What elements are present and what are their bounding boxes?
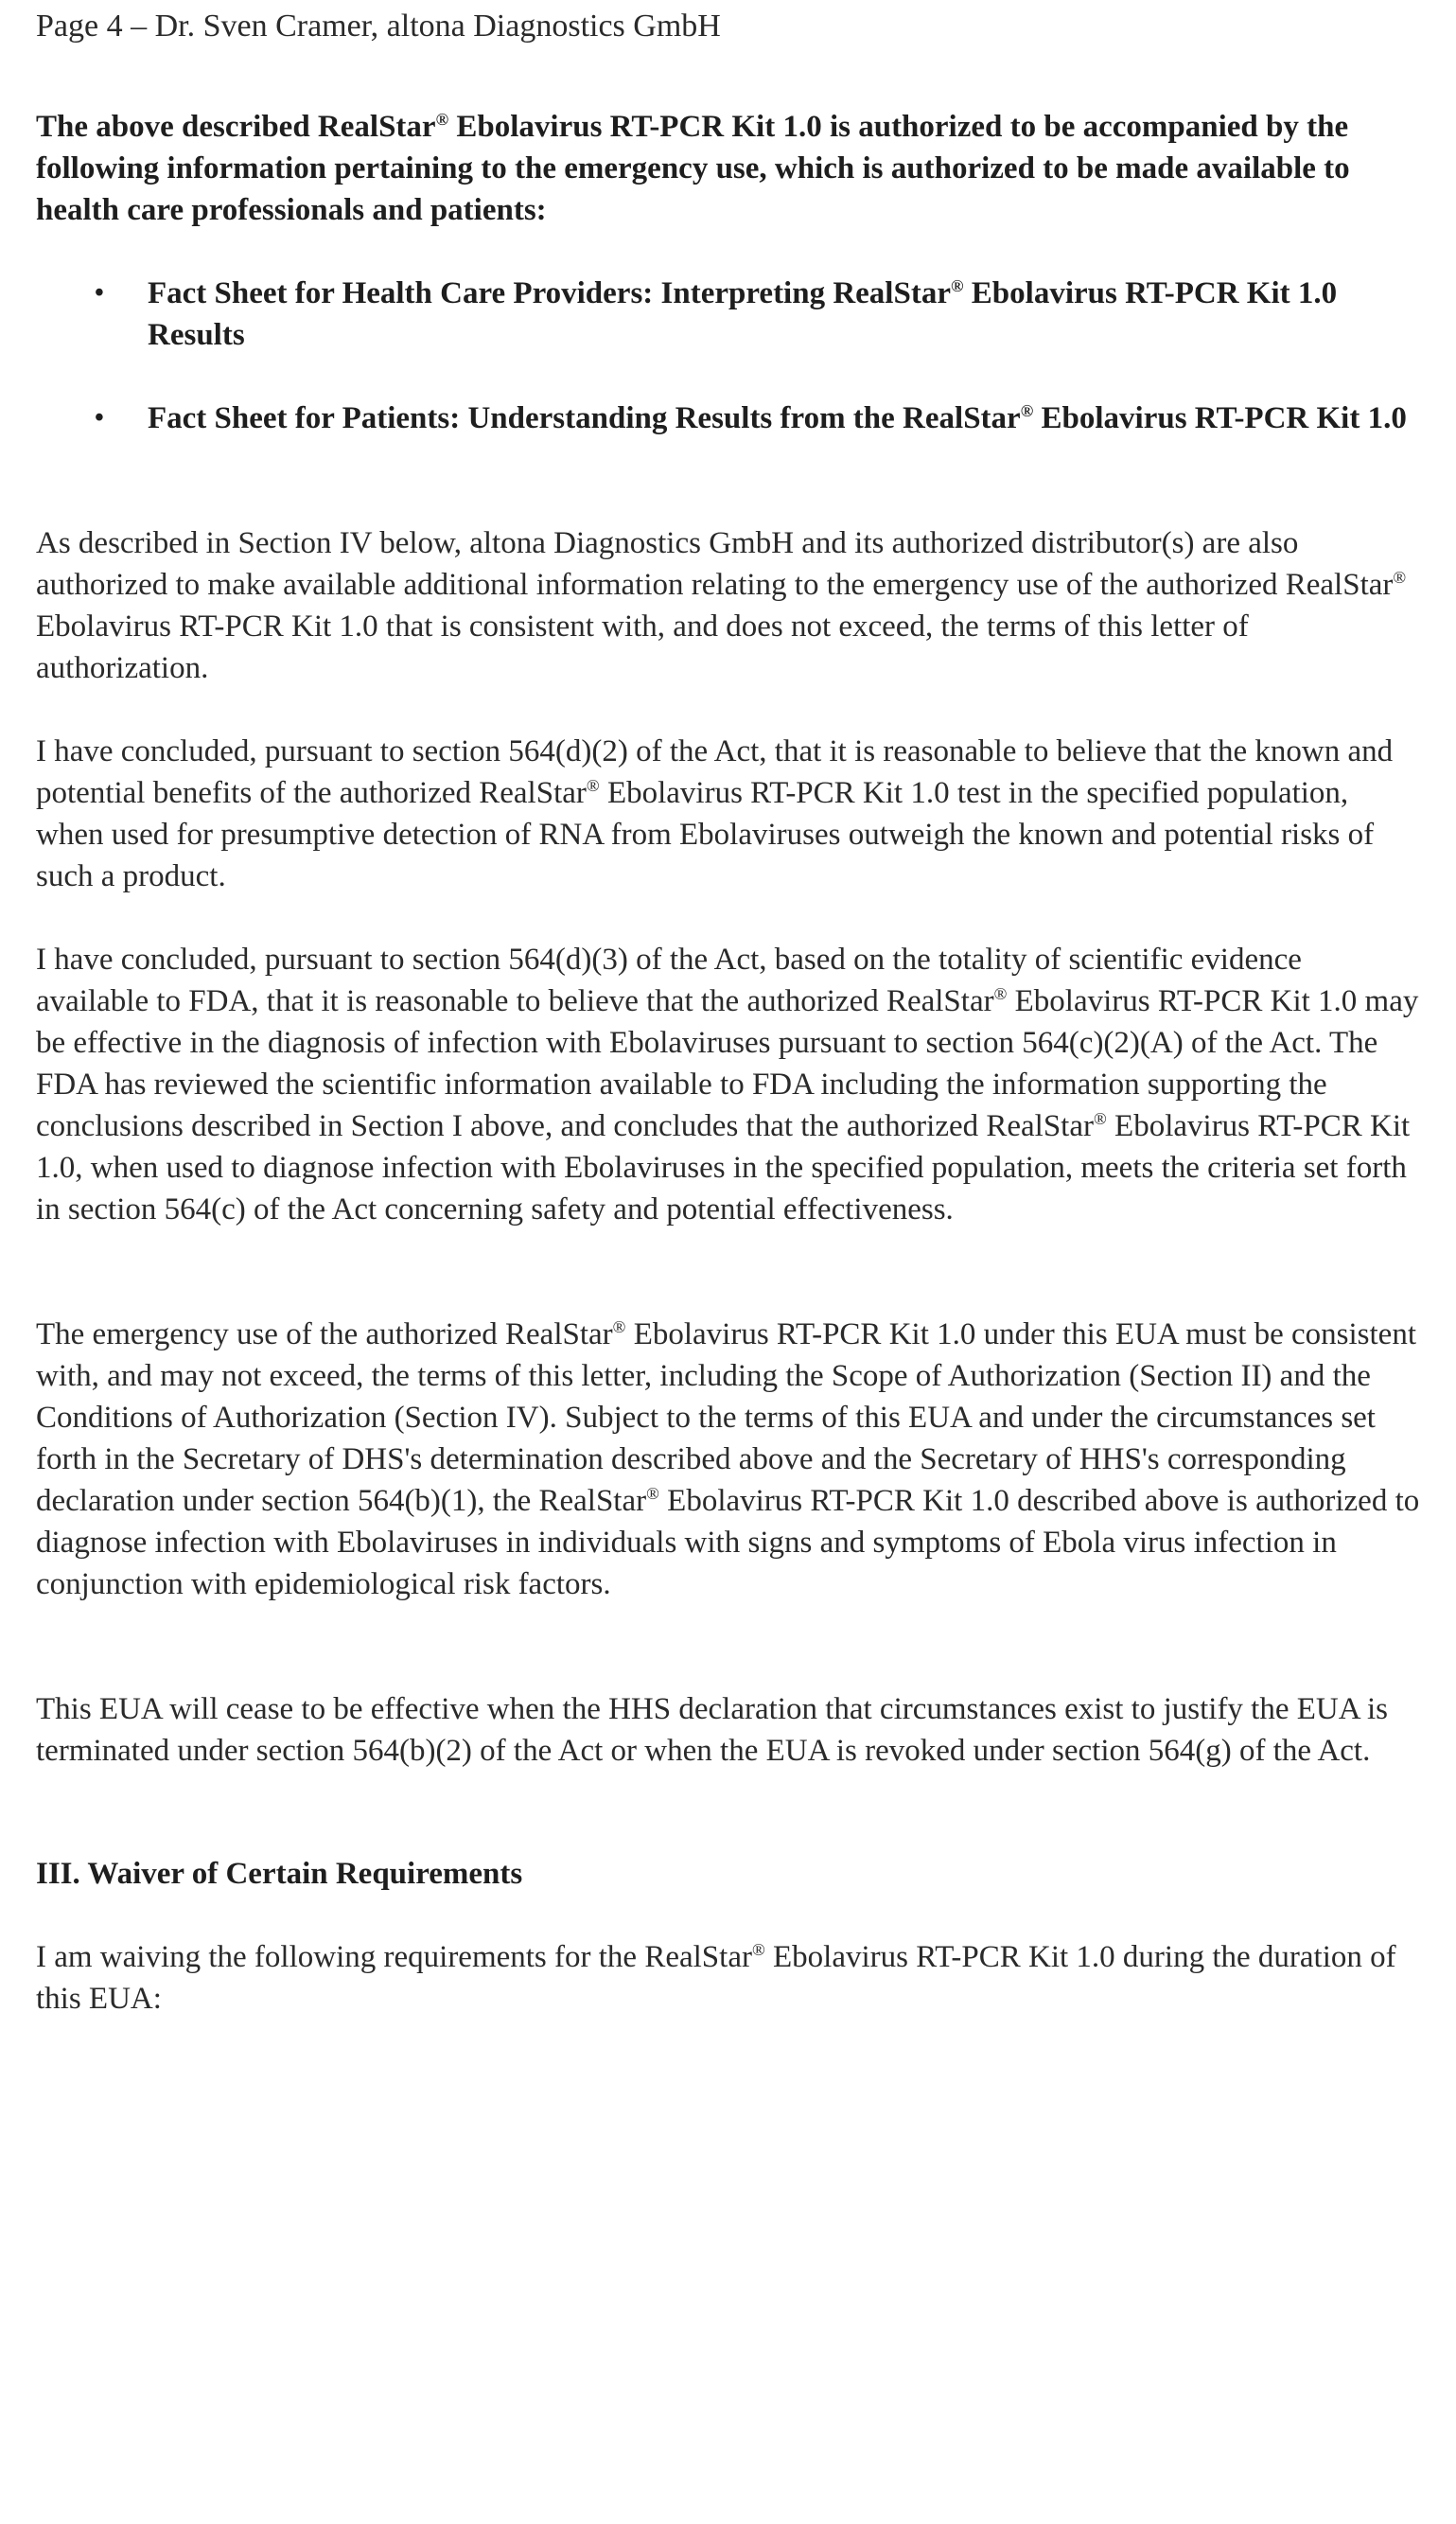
bullet-marker: • [95,278,104,308]
section-heading: III. Waiver of Certain Requirements [36,1857,523,1891]
bullet-marker: • [95,403,104,432]
paragraph-termination: This EUA will cease to be effective when the HHS declaration that circumstances exist to justify the EUA is terminated under section 564(b)(2) of the Act or when the EUA is revoked under section 564(g) of the Act. [36,1692,1389,1768]
list-item [95,273,1429,356]
paragraph-benefits: I have concluded, pursuant to section 564(d)(2) of the Act, that it is reasonable to believe that the known and potential benefits of the authorized RealStar® Ebolavirus RT-PCR Kit 1.0 test in the specified population, when used for presumptive detection of RNA from Ebolaviruses outweigh the known and potential risks of such a product. [36,734,1394,893]
paragraph-waiver: I am waiving the following requirements for the RealStar® Ebolavirus RT-PCR Kit 1.0 during the duration of this EUA: [36,1940,1396,2016]
paragraph-emergency-use: The emergency use of the authorized RealStar® Ebolavirus RT-PCR Kit 1.0 under this EUA must be consistent with, and may not exceed, the terms of this letter, including the Scope of Authorization (Section II) and the Conditions of Authorization (Section IV). Subject to the terms of this EUA and under the circumstances set forth in the Secretary of DHS's determination described above and the Secretary of HHS's corresponding declaration under section 564(b)(1), the RealStar® Ebolavirus RT-PCR Kit 1.0 described above is authorized to diagnose infection with Ebolaviruses in individuals with signs and symptoms of Ebola virus infection in conjunction with epidemiological risk factors. [36,1317,1420,1601]
fact-sheet-providers: Fact Sheet for Health Care Providers: Interpreting RealStar® Ebolavirus RT-PCR Kit 1.0 Results [148,276,1338,352]
list-item [95,397,1429,481]
intro-paragraph: The above described RealStar® Ebolavirus RT-PCR Kit 1.0 is authorized to be accompanied by the following information pertaining to the emergency use, which is authorized to be made available to health care professionals and patients: [36,110,1350,227]
page-header: Page 4 – Dr. Sven Cramer, altona Diagnostics GmbH [36,9,721,44]
paragraph-section-iv: As described in Section IV below, altona Diagnostics GmbH and its authorized distributor(s) are also authorized to make available additional information relating to the emergency use of the authorized RealStar® Ebolavirus RT-PCR Kit 1.0 that is consistent with, and does not exceed, the terms of this letter of authorization. [36,526,1407,685]
paragraph-effectiveness: I have concluded, pursuant to section 564(d)(3) of the Act, based on the totality of scientific evidence available to FDA, that it is reasonable to believe that the authorized RealStar® Ebolavirus RT-PCR Kit 1.0 may be effective in the diagnosis of infection with Ebolaviruses pursuant to section 564(c)(2)(A) of the Act. The FDA has reviewed the scientific information available to FDA including the information supporting the conclusions described in Section I above, and concludes that the authorized RealStar® Ebolavirus RT-PCR Kit 1.0, when used to diagnose infection with Ebolaviruses in the specified population, meets the criteria set forth in section 564(c) of the Act concerning safety and potential effectiveness. [36,943,1419,1227]
fact-sheet-patients: Fact Sheet for Patients: Understanding Results from the RealStar® Ebolavirus RT-PCR Kit 1.0 [148,401,1407,435]
